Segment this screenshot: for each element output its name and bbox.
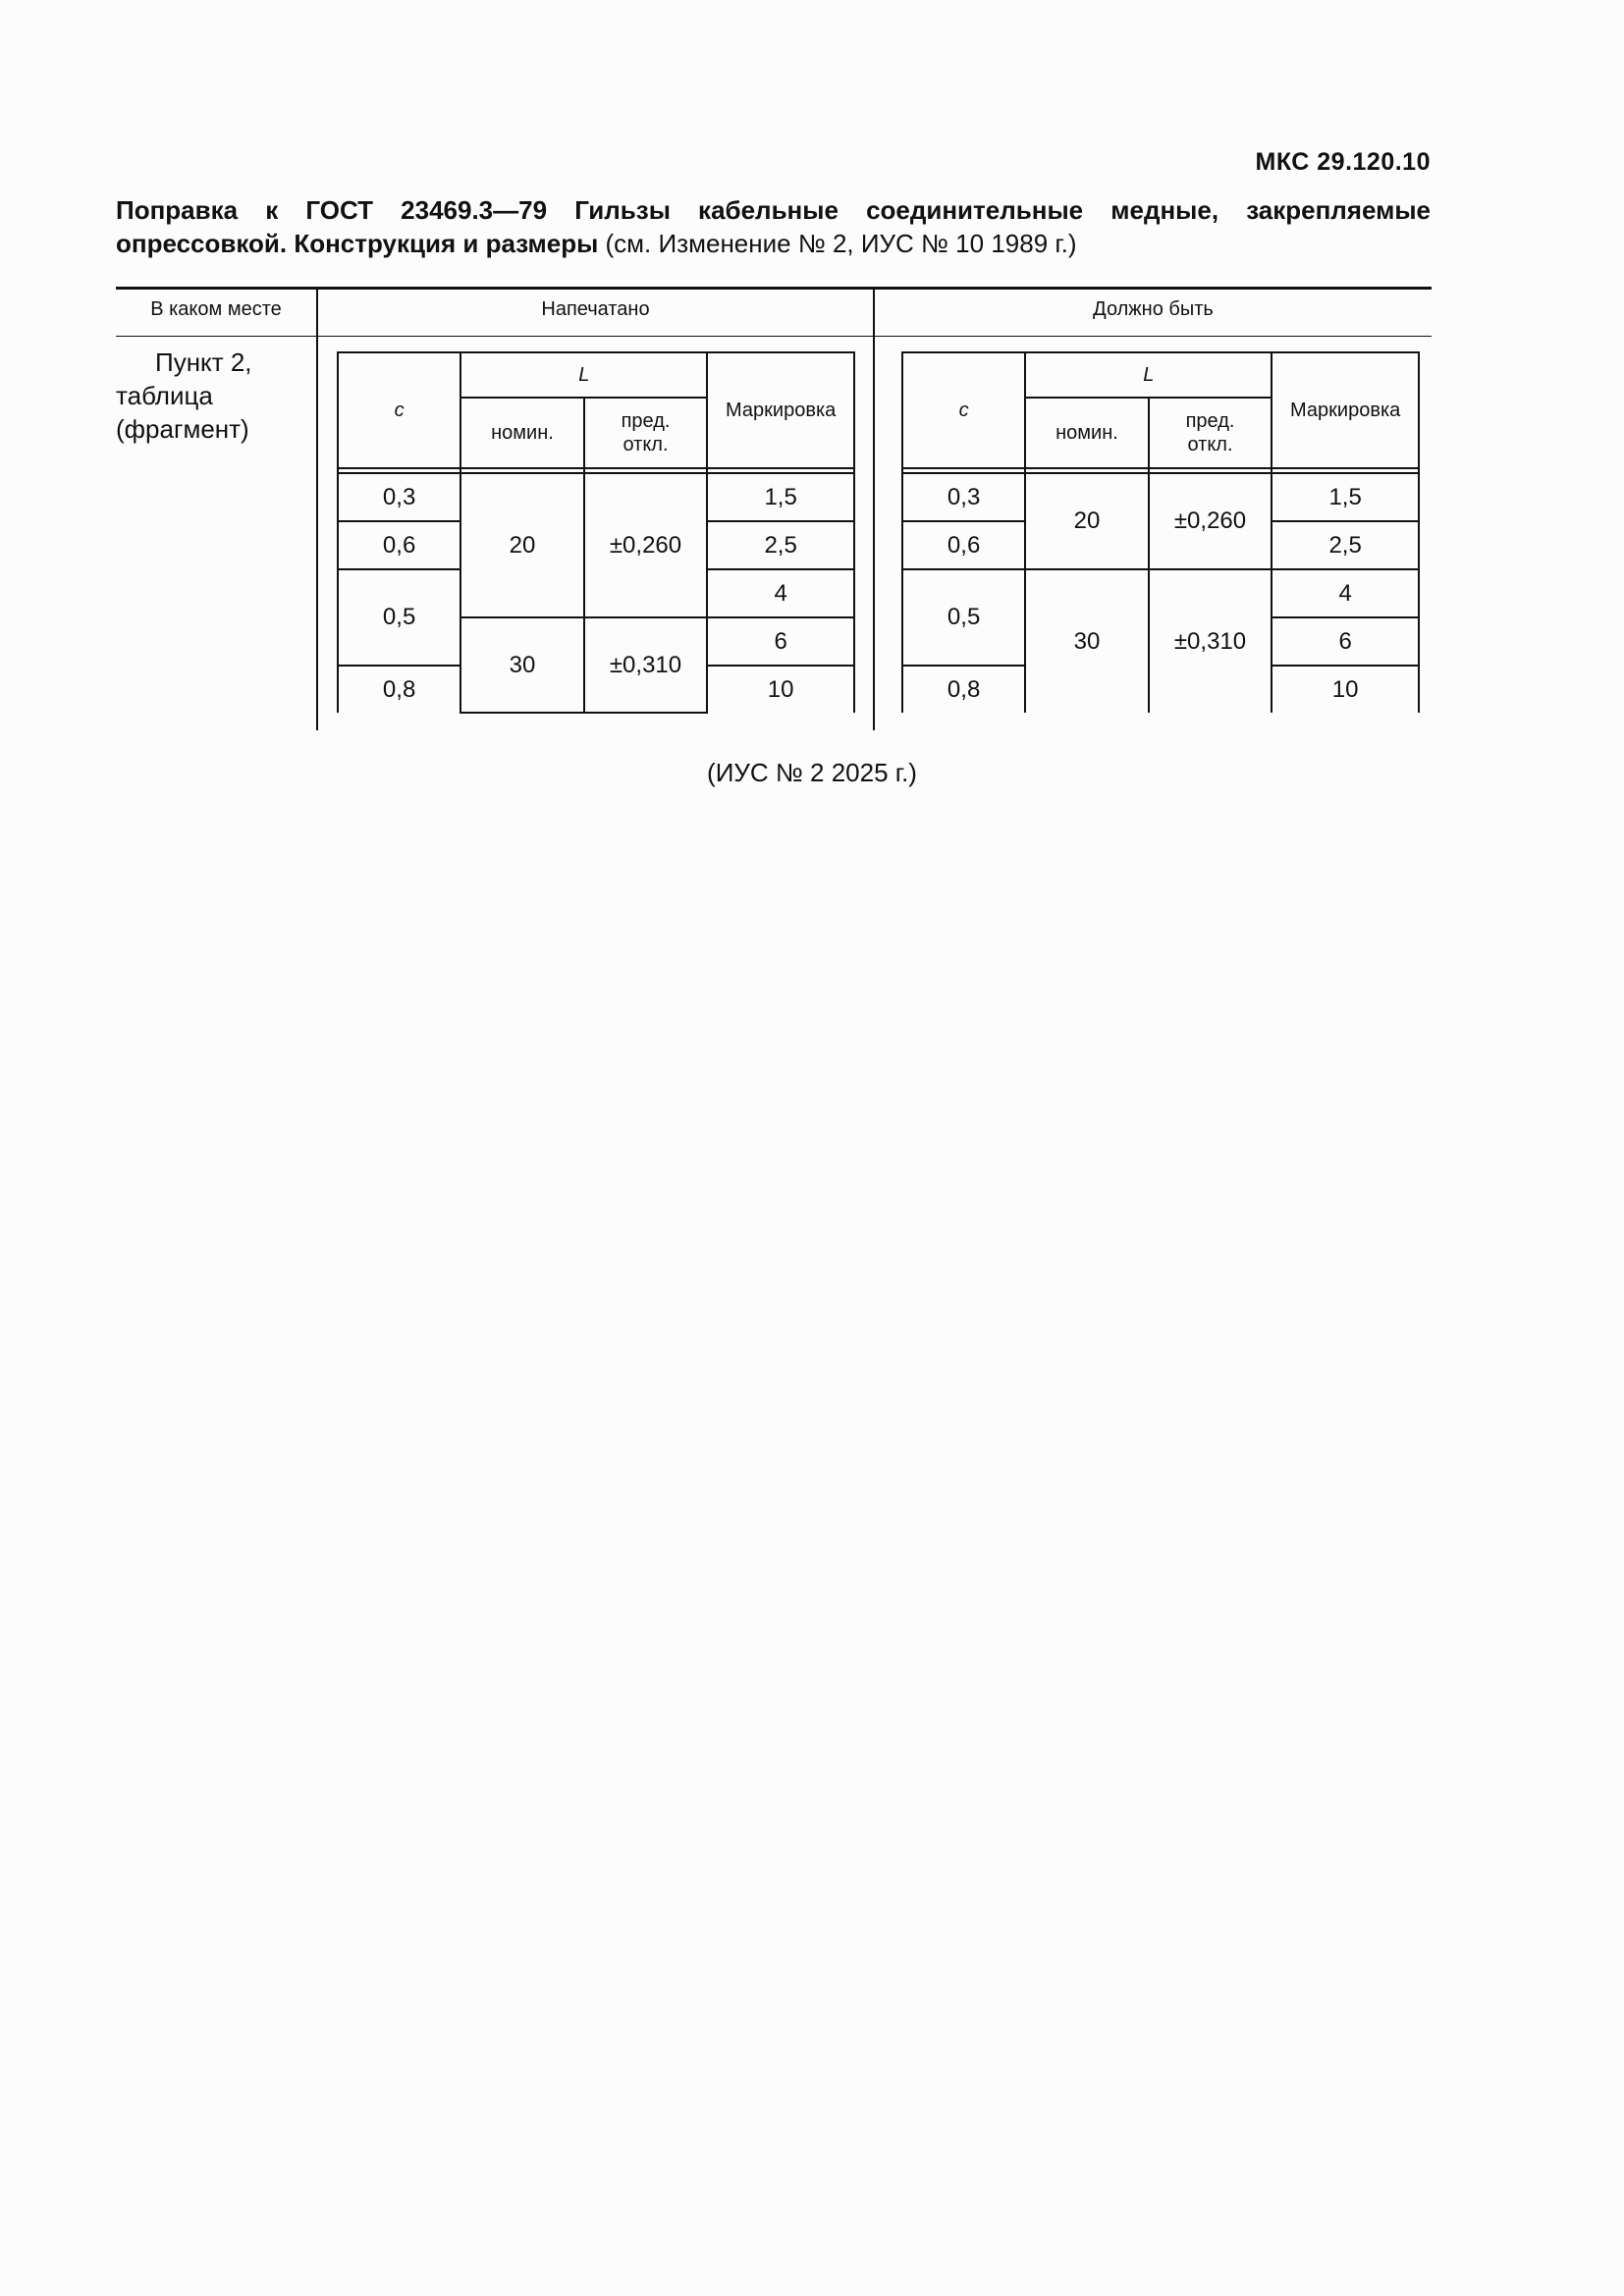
table-cell: 1,5 — [707, 473, 854, 521]
table-cell: 10 — [707, 666, 854, 713]
table-cell: 2,5 — [707, 521, 854, 569]
table-cell: 0,8 — [902, 666, 1025, 713]
header-mark: Маркировка — [707, 352, 854, 468]
header-tol-2: откл. — [623, 434, 669, 455]
printed-table — [337, 351, 855, 714]
header-c: c — [338, 352, 460, 468]
header-L: L — [1025, 352, 1272, 398]
table-cell: 0,5 — [902, 569, 1025, 666]
table-cell: 30 — [1025, 569, 1148, 713]
should-be-table — [901, 351, 1420, 713]
table-header-rule — [116, 336, 1432, 337]
table-cell: 0,6 — [902, 521, 1025, 569]
header-printed: Напечатано — [541, 298, 650, 320]
table-cell: 30 — [460, 617, 583, 713]
table-cell: ±0,310 — [584, 617, 708, 713]
header-L: L — [460, 352, 707, 398]
table-cell: 20 — [460, 473, 583, 617]
table-cell: 6 — [1272, 617, 1419, 666]
header-tol — [584, 398, 708, 468]
table-cell: 10 — [1272, 666, 1419, 713]
table-cell: ±0,310 — [1149, 569, 1272, 713]
mks-code: МКС 29.120.10 — [1255, 148, 1431, 176]
table-cell: 0,6 — [338, 521, 460, 569]
table-cell: 0,3 — [902, 473, 1025, 521]
document-title — [116, 193, 1431, 260]
table-cell: 20 — [1025, 473, 1148, 569]
header-tol — [1149, 398, 1272, 468]
header-tol-2: откл. — [1187, 434, 1233, 455]
table-cell: 2,5 — [1272, 521, 1419, 569]
header-tol-1: пред. — [1185, 410, 1235, 432]
table-cell: 0,3 — [338, 473, 460, 521]
table-cell: ±0,260 — [1149, 473, 1272, 569]
table-top-rule — [116, 287, 1432, 290]
table-cell: 1,5 — [1272, 473, 1419, 521]
place-cell — [116, 346, 312, 446]
table-cell: 4 — [1272, 569, 1419, 617]
place-line-2: таблица — [116, 381, 213, 410]
header-should-be: Должно быть — [1093, 298, 1214, 320]
place-line-3: (фрагмент) — [116, 414, 249, 444]
header-nom: номин. — [1025, 398, 1148, 468]
ius-footer: (ИУС № 2 2025 г.) — [707, 758, 917, 787]
header-c: c — [902, 352, 1025, 468]
column-divider-2 — [873, 289, 875, 730]
header-where: В каком месте — [150, 298, 282, 320]
table-cell: 6 — [707, 617, 854, 666]
table-cell: ±0,260 — [584, 473, 708, 617]
table-cell: 0,8 — [338, 666, 460, 713]
table-cell: 0,5 — [338, 569, 460, 666]
column-divider-1 — [316, 289, 318, 730]
header-nom: номин. — [460, 398, 583, 468]
title-normal: (см. Изменение № 2, ИУС № 10 1989 г.) — [598, 229, 1077, 258]
place-line-1: Пункт 2, — [155, 347, 252, 377]
header-tol-1: пред. — [621, 410, 671, 432]
header-mark: Маркировка — [1272, 352, 1419, 468]
table-cell: 4 — [707, 569, 854, 617]
title-bold: Поправка к ГОСТ 23469.3—79 Гильзы кабельные соединительные медные, закрепляемые опрессовкой. Конструкция и размеры — [116, 195, 1431, 258]
